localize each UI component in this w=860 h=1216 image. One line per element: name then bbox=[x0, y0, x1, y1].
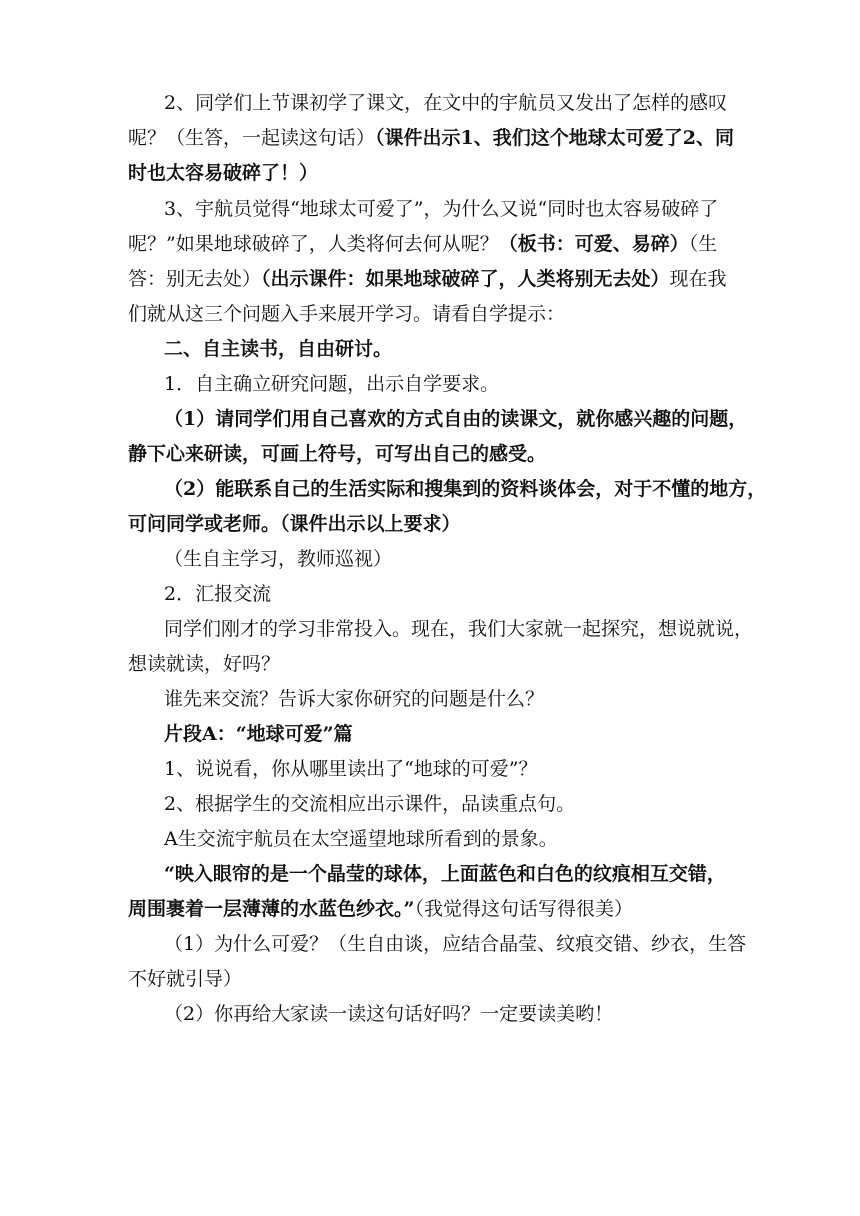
text: 2、同学们上节课初学了课文，在文中的宇航员又发出了怎样的感叹 bbox=[164, 92, 728, 114]
text: （生 bbox=[688, 233, 718, 255]
requirement-line bbox=[0, 476, 860, 502]
text: 1．自主确立研究问题，出示自学要求。 bbox=[164, 373, 500, 395]
text: 不好就引导） bbox=[128, 968, 243, 990]
text: 现在我 bbox=[669, 268, 727, 290]
bold-text: 周围裹着一层薄薄的水蓝色纱衣。” bbox=[128, 898, 415, 920]
text: A生交流宇航员在太空遥望地球所看到的景象。 bbox=[164, 828, 558, 850]
text: （2）你再给大家读一读这句话好吗？一定要读美哟！ bbox=[164, 1003, 614, 1025]
quote-line bbox=[0, 896, 860, 922]
bold-text: （板书：可爱、易碎） bbox=[498, 233, 689, 255]
text: （课件出示以上要求） bbox=[280, 513, 461, 535]
paragraph-line bbox=[0, 791, 860, 817]
text: 谁先来交流？告诉大家你研究的问题是什么？ bbox=[164, 688, 545, 710]
paragraph-line bbox=[0, 301, 860, 327]
text: 想读就读，好吗？ bbox=[128, 653, 281, 675]
text: （我觉得这句话写得很美） bbox=[414, 898, 633, 920]
paragraph-line bbox=[0, 1001, 860, 1027]
paragraph-line bbox=[0, 686, 860, 712]
text: 3、宇航员觉得“地球太可爱了”，为什么又说“同时也太容易破碎了 bbox=[164, 198, 719, 220]
paragraph-line bbox=[0, 196, 860, 222]
bold-text: “映入眼帘的是一个晶莹的球体，上面蓝色和白色的纹痕相互交错， bbox=[164, 863, 726, 885]
text: 1、说说看，你从哪里读出了“地球的可爱”？ bbox=[164, 758, 538, 780]
bold-text: 可问同学或老师。 bbox=[128, 513, 281, 535]
segment-heading bbox=[0, 721, 860, 747]
note-line bbox=[0, 546, 860, 572]
requirement-line bbox=[0, 406, 860, 432]
paragraph-line bbox=[0, 371, 860, 397]
paragraph-line bbox=[0, 931, 860, 957]
bold-text: （出示课件：如果地球破碎了，人类将别无去处） bbox=[261, 268, 670, 290]
paragraph-line bbox=[0, 581, 860, 607]
paragraph-line bbox=[0, 616, 860, 642]
paragraph-line bbox=[0, 231, 860, 257]
paragraph-line bbox=[0, 266, 860, 292]
text: 同学们刚才的学习非常投入。现在，我们大家就一起探究，想说就说， bbox=[164, 618, 754, 640]
paragraph-line bbox=[0, 826, 860, 852]
paragraph-line bbox=[0, 125, 860, 151]
text: （生自主学习，教师巡视） bbox=[164, 548, 393, 570]
bold-text: 静下心来研读，可画上符号，可写出自己的感受。 bbox=[128, 443, 547, 465]
paragraph-line bbox=[0, 756, 860, 782]
requirement-line bbox=[0, 441, 860, 467]
heading-text: 二、自主读书，自由研讨。 bbox=[164, 338, 393, 360]
text: （1）为什么可爱？（生自由谈，应结合晶莹、纹痕交错、纱衣，生答 bbox=[164, 933, 747, 955]
text: 2、根据学生的交流相应出示课件，品读重点句。 bbox=[164, 793, 576, 815]
text: 2．汇报交流 bbox=[164, 583, 272, 605]
requirement-line bbox=[0, 511, 860, 537]
paragraph-line bbox=[0, 160, 860, 186]
paragraph-line bbox=[0, 966, 860, 992]
bold-text: （课件出示1、我们这个地球太可爱了2、同 bbox=[375, 127, 734, 149]
text: 呢？（生答，一起读这句话） bbox=[128, 127, 376, 149]
heading-text: 片段A：“地球可爱”篇 bbox=[164, 723, 353, 745]
text: 答：别无去处） bbox=[128, 268, 262, 290]
paragraph-line bbox=[0, 651, 860, 677]
bold-text: 时也太容易破碎了！） bbox=[128, 162, 319, 184]
text: 们就从这三个问题入手来展开学习。请看自学提示： bbox=[128, 303, 566, 325]
bold-text: （2）能联系自己的生活实际和搜集到的资料谈体会，对于不懂的地方， bbox=[164, 478, 767, 500]
section-heading bbox=[0, 336, 860, 362]
paragraph-line bbox=[0, 90, 860, 116]
text: 呢？”如果地球破碎了，人类将何去何从呢？ bbox=[128, 233, 499, 255]
quote-line bbox=[0, 861, 860, 887]
bold-text: （1）请同学们用自己喜欢的方式自由的读课文，就你感兴趣的问题， bbox=[164, 408, 748, 430]
